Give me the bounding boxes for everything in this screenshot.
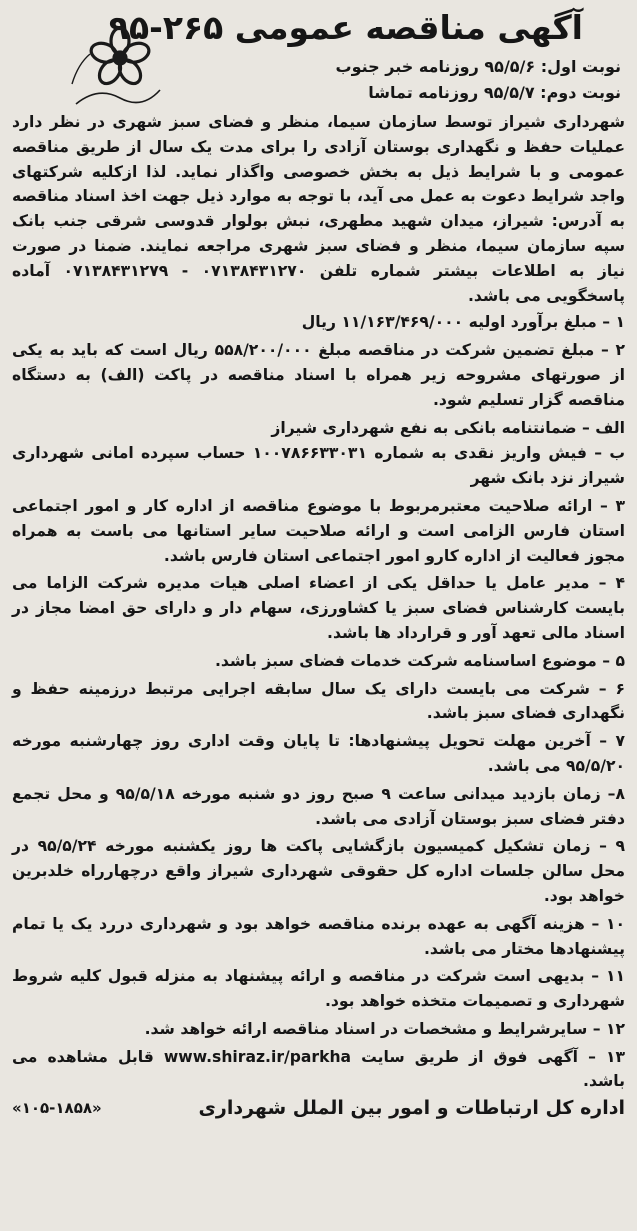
notice-title: آگهی مناقصه عمومی ۲۶۵-۹۵ xyxy=(108,8,583,47)
item-11-acceptance: ۱۱ – بدیهی است شرکت در مناقصه و ارائه پیشنهاد به منزله قبول کلیه شروط شهرداری و تصمیمات متخذه خواهد بود. xyxy=(12,967,625,1011)
notice-body xyxy=(8,110,629,1094)
item-1-initial-estimate: ۱ – مبلغ برآورد اولیه ۱۱/۱۶۳/۴۶۹/۰۰۰ ریال xyxy=(301,313,625,332)
item-2-guarantee: ۲ – مبلغ تضمین شرکت در مناقصه مبلغ ۵۵۸/۲۰۰/۰۰۰ ریال است که باید به یکی از صورتهای مشروحه زیر همراه با اسناد مناقصه در پاکت (الف) به دستگاه مناقصه گزار تسلیم شود. xyxy=(12,341,625,409)
notice-header xyxy=(8,6,629,110)
second-publication-line: نوبت دوم: ۹۵/۵/۷ روزنامه تماشا xyxy=(368,83,621,102)
item-7-deadline: ۷ – آخرین مهلت تحویل پیشنهادها: تا پایان وقت اداری روز چهارشنبه مورخه ۹۵/۵/۲۰ می باشد. xyxy=(12,732,625,775)
issuing-department: اداره کل ارتباطات و امور بین الملل شهرداری xyxy=(198,1097,625,1120)
notice-footer xyxy=(8,1097,629,1119)
item-2-option-b: ب – فیش واریز نقدی به شماره ۱۰۰۷۸۶۶۳۳۰۳۱ حساب سپرده امانی شهرداری شیراز نزد بانک شهر xyxy=(12,444,626,488)
item-6-experience: ۶ – شرکت می بایست دارای یک سال سابقه اجرایی مرتبط درزمینه حفظ و نگهداری فضای سبز باشد. xyxy=(12,679,625,723)
item-4-managing-director: ۴ – مدیر عامل یا حداقل یکی از اعضاء اصلی هیات مدیره شرکت الزاما می بایست کارشناس فضای سبز یا کشاورزی، سهام دار و دارای حق امضا مجاز در اسناد مالی تعهد آور و قرارداد ها باشد. xyxy=(12,574,625,642)
first-publication-line: نوبت اول: ۹۵/۵/۶ روزنامه خبر جنوب xyxy=(335,57,621,76)
notice-code: «۱۰۵-۱۸۵۸» xyxy=(12,1099,102,1118)
item-10-ad-cost: ۱۰ – هزینه آگهی به عهده برنده مناقصه خواهد بود و شهرداری دررد یک یا تمام پیشنهادها مختار می باشد. xyxy=(12,914,625,958)
item-5-articles: ۵ – موضوع اساسنامه شرکت خدمات فضای سبز باشد. xyxy=(214,651,625,670)
item-13-text-before: ۱۳ – آگهی فوق از طریق سایت xyxy=(361,1047,625,1066)
item-8-site-visit: ۸– زمان بازدید میدانی ساعت ۹ صبح روز دو شنبه مورخه ۹۵/۵/۱۸ و محل تجمع دفتر فضای سبز بوستان آزادی می باشد. xyxy=(12,784,625,828)
shiraz-municipality-flower-logo-icon xyxy=(68,24,164,114)
item-3-qualification: ۳ – ارائه صلاحیت معتبرمربوط با موضوع مناقصه از اداره کار و امور اجتماعی استان فارس الزامی است و ارائه صلاحیت سایر استانها می باست به همراه مجوز فعالیت از اداره کارو امور اجتماعی استان فارس باشد. xyxy=(12,496,625,565)
item-12-other-conditions: ۱۲ – سایرشرایط و مشخصات در اسناد مناقصه ارائه خواهد شد. xyxy=(144,1019,625,1038)
item-9-opening-commission: ۹ – زمان تشکیل کمیسیون بازگشایی پاکت ها روز یکشنبه مورخه ۹۵/۵/۲۴ در محل سالن جلسات اداره کل حقوقی شهرداری شیراز واقع درچهارراه خلدبرین خواهد بود. xyxy=(12,837,625,905)
item-13-text-after: قابل مشاهده می باشد. xyxy=(12,1047,625,1091)
intro-paragraph: شهرداری شیراز توسط سازمان سیما، منظر و فضای سبز شهری در نظر دارد عملیات حفظ و نگهداری بوستان آزادی را برای مدت یک سال از طریق مناقصه عمومی و با شرایط ذیل به بخش خصوصی واگذار نماید. لذا ازکلیه شرکتهای واجد شرایط دعوت به عمل می آید، با توجه به موارد ذیل جهت اخذ اسناد مناقصه به آدرس: شیراز، میدان شهید مطهری، نبش بولوار قدوسی شرقی جنب بانک سپه سازمان سیما، منظر و فضای سبز شهری مراجعه نمایند. ضمنا در صورت نیاز به اطلاعات بیشتر شماره تلفن ۰۷۱۳۸۴۳۱۲۷۰ - ۰۷۱۳۸۴۳۱۲۷۹ آماده پاسخگویی می باشد. xyxy=(12,113,625,305)
item-2-option-a: الف – ضمانتنامه بانکی به نفع شهرداری شیراز xyxy=(271,418,625,437)
item-13-website xyxy=(12,1045,625,1095)
website-link[interactable]: www.shiraz.ir/parkha xyxy=(163,1047,352,1066)
